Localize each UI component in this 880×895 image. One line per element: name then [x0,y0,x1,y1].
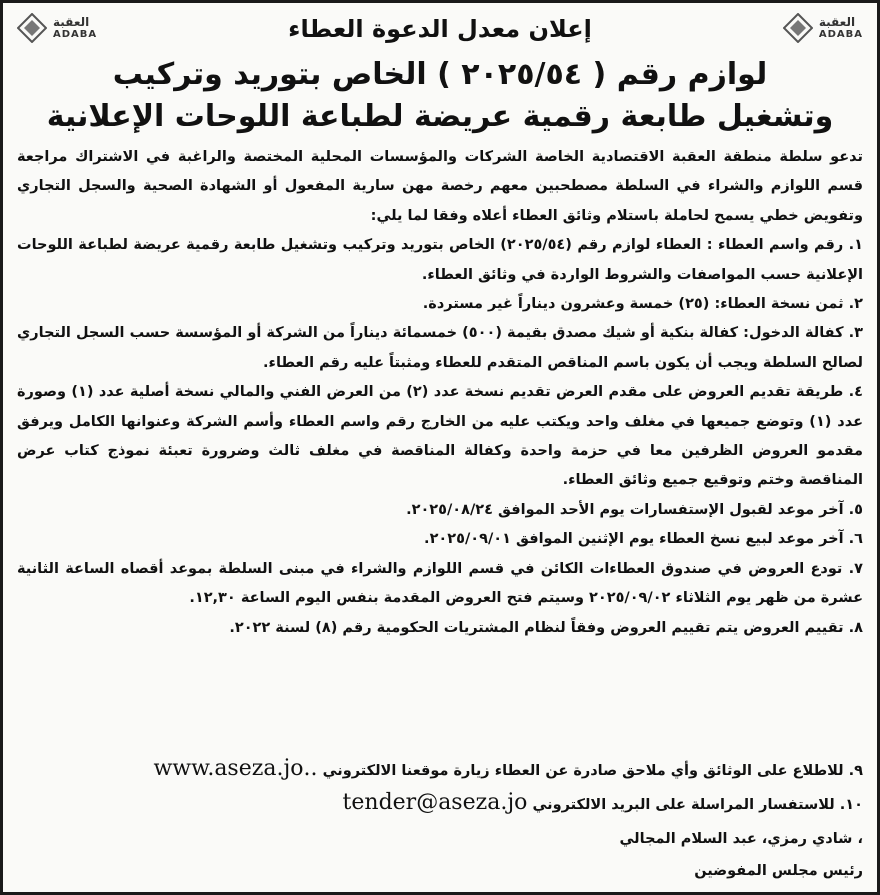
contact-lines [17,753,863,821]
item-4: ٤. طريقة تقديم العروض على مقدم العرض تقديم نسخة عدد (٢) من العرض الفني والمالي نسخة أصلية عدد (١) وصورة عدد (١) وتوضع جميعها في مغلف واحد ويكتب عليه من الخارج رقم واسم العطاء وأسم الشركة وعنوانها الكامل ويرفق مقدمو العروض الظرفين معا في حزمة واحدة وكفالة المناقصة في مغلف ثالث وضرورة تعبئة نموذج كتاب عرض المناقصة وختم وتوقيع جميع وثائق العطاء. [17,384,864,489]
item-6: ٦. آخر موعد لبيع نسخ العطاء يوم الإثنين الموافق ٢٠٢٥/٠٩/٠١. [424,531,863,548]
announcement-body [17,143,863,643]
tender-subject-title: وتشغيل طابعة رقمية عريضة لطباعة اللوحات الإعلانية [46,99,834,134]
logo-brand-code: ADABA [818,29,863,40]
signature-block [620,823,863,887]
tender-number-title: لوازم رقم ( ٢٠٢٥/٥٤ ) الخاص بتوريد وتركيب [112,57,768,92]
logo-brand-ar: العقبة [818,15,856,29]
logo-brand-code: ADABA [53,29,98,40]
item-8: ٨. تقييم العروض يتم تقييم العروض وفقاً لنظام المشتريات الحكومية رقم (٨) لسنة ٢٠٢٢. [229,619,863,636]
intro-paragraph: تدعو سلطة منطقة العقبة الاقتصادية الخاصة الشركات والمؤسسات المحلية المختصة والراغبة في الاشتراك مراجعة قسم اللوازم والشراء في السلطة مصطحبين معهم رخصة مهن سارية المفعول أو الشهادة الصحية والسجل التجاري وتفويض خطي يسمح لحاملة باستلام وثائق العطاء أعلاه وفقا لما يلي: [17,149,863,224]
email-link[interactable]: tender@aseza.jo [342,790,528,815]
item-9 [17,753,863,787]
item-7: ٧. تودع العروض في صندوق العطاءات الكائن في قسم اللوازم والشراء في مبنى السلطة بموعد أقصاه الساعة الثانية عشرة من ظهر يوم الثلاثاء ٢٠٢٥/٠٩/٠٢ وسيتم فتح العروض المقدمة بنفس اليوم الساعة ١٢,٣٠. [17,560,863,607]
item-1: ١. رقم واسم العطاء : العطاء لوازم رقم (٢٠٢٥/٥٤) الخاص بتوريد وتركيب وتشغيل طابعة رقمية عريضة لطباعة اللوحات الإعلانية حسب المواصفات والشروط الواردة في وثائق العطاء. [17,237,863,283]
item-9-suffix: .. [303,756,318,781]
website-link[interactable]: www.aseza.jo [153,756,304,781]
item-10-text: ١٠. للاستفسار المراسلة على البريد الالكتروني [532,797,863,813]
signatory-role: رئيس مجلس المفوضين [694,863,863,879]
item-9-text: ٩. للاطلاع على الوثائق وأي ملاحق صادرة عن العطاء زيارة موقعنا الالكتروني [322,763,863,779]
announcement-title: إعلان معدل الدعوة العطاء [288,15,592,43]
item-2: ٢. ثمن نسخة العطاء: (٢٥) خمسة وعشرون ديناراً غير مستردة. [422,296,863,313]
item-3: ٣. كفالة الدخول: كفالة بنكية أو شيك مصدق بقيمة (٥٠٠) خمسمائة ديناراً من الشركة أو المؤسسة حسب السجل التجاري لصالح السلطة ويجب أن يكون باسم المناقص المتقدم للعطاء ومثبتاً عليه رقم العطاء. [17,325,863,371]
item-10 [17,787,863,821]
item-5: ٥. آخر موعد لقبول الإستفسارات يوم الأحد الموافق ٢٠٢٥/٠٨/٢٤. [406,501,863,518]
signatory-name: ، شادي رمزي، عبد السلام المجالي [619,831,863,847]
logo-brand-ar: العقبة [53,15,90,29]
